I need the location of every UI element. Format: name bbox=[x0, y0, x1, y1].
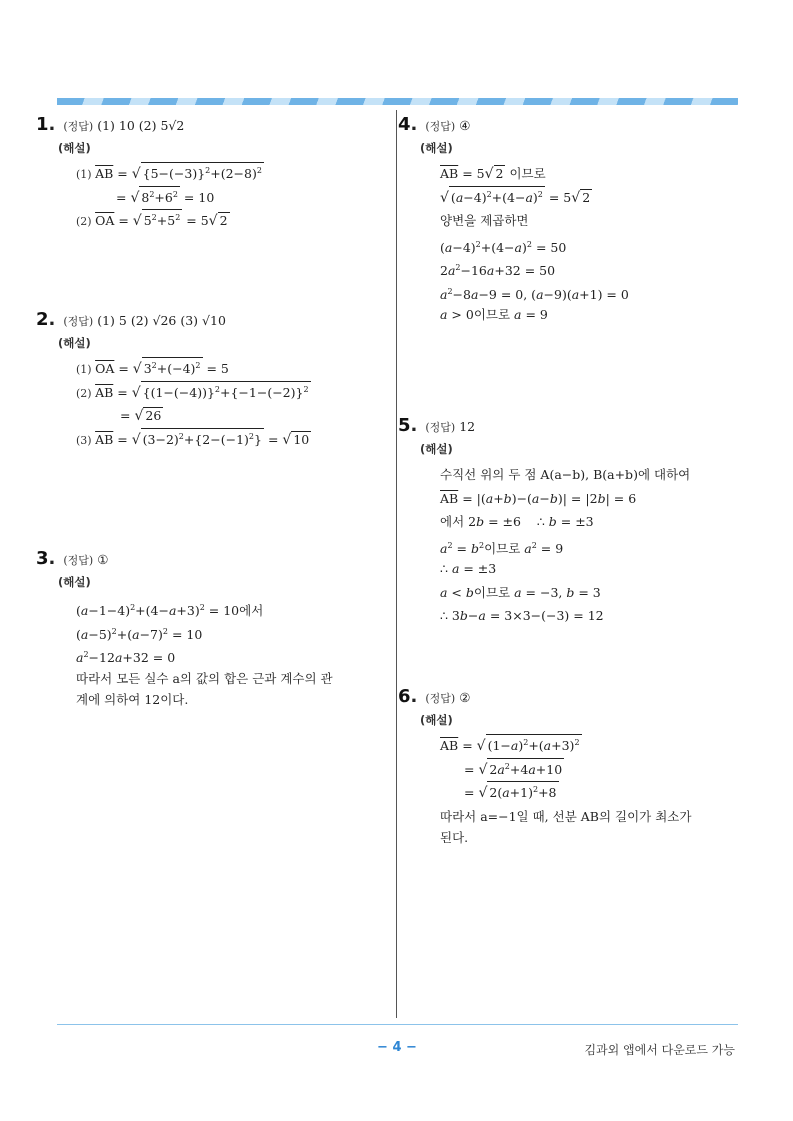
problem-number: 4 bbox=[398, 114, 411, 135]
answer-tag: (정답) bbox=[425, 692, 456, 705]
solution-text: 수직선 위의 두 점 A(a−b), B(a+b)에 대하여 bbox=[440, 467, 691, 482]
answer-tag: (정답) bbox=[63, 315, 94, 328]
problem-number: 5 bbox=[398, 415, 411, 436]
header-band bbox=[57, 98, 738, 105]
problem-number: 2 bbox=[36, 309, 49, 330]
answer: (1) 10 (2) 5√2 bbox=[97, 118, 185, 133]
solution-label: (해설) bbox=[420, 141, 453, 155]
page-number: − 4 − bbox=[377, 1040, 417, 1055]
problem-6: 6 . (정답) ② (해설) $\overline{AB}$ = √ $(1-a)^2+(a+3)^2$ = √ $2a^2+4a+10$ = √ $2(a+1)^2+8$ 따라서 a=−1일 때, 선분 AB의 길이가 최소가 된다. bbox=[398, 686, 738, 850]
solution-label: (해설) bbox=[420, 713, 453, 727]
column-divider bbox=[396, 110, 397, 1018]
solution-body: 수직선 위의 두 점 A(a−b), B(a+b)에 대하여 $\overline{AB} = |(a+b)-(a-b)| = |2b| = 6$ 에서 2b = ±6 ∴ b = ±3 $a^2 = b^2$이므로 $a^2 = 9$ ∴ a = ±3 a < b이므로 a = −3, b = 3 ∴ 3b−a = 3×3−(−3) = 12 bbox=[440, 463, 738, 628]
answer-tag: (정답) bbox=[425, 120, 456, 133]
answer: ② bbox=[459, 690, 471, 705]
solution-body: (1) $\overline{OA}$ = √ $3^2+(-4)^2 = 5$ (2) $\overline{AB}$ = √ $\{(1-(-4))\}^2+\{-1-(-2)\}^2$ = √ 26 (3) $\overline{AB}$ = √ $(3-2)^2+\{2-(-1)^2\}$ = √ 10 bbox=[76, 357, 386, 451]
solution-body: $\overline{AB} = 5√$ 2 이므로 √ $(a-4)^2+(4-a)^2 = 5√$ 2 양변을 제곱하면 $(a-4)^2+(4-a)^2 = 50$ $2a^2-16a+32 = 50$ $a^2-8a-9 = 0$, (a−9)(a+1) = 0 a > 0이므로 a = 9 bbox=[440, 162, 738, 327]
answer: 12 bbox=[459, 419, 476, 434]
problem-number: 1 bbox=[36, 114, 49, 135]
answer-tag: (정답) bbox=[425, 421, 456, 434]
solution-body: (1) $\overline{AB}$ = √ $\{5-(-3)\}^2+(2-8)^2$ = √ $8^2+6^2 = 10$ (2) $\overline{OA}$ = √ $5^2+5^2 = 5√$ 2 bbox=[76, 162, 386, 233]
solution-text: 따라서 a=−1일 때, 선분 AB의 길이가 최소가 bbox=[440, 808, 692, 824]
solution-body: $\overline{AB}$ = √ $(1-a)^2+(a+3)^2$ = √ $2a^2+4a+10$ = √ $2(a+1)^2+8$ 따라서 a=−1일 때, 선분 AB의 길이가 최소가 된다. bbox=[440, 734, 738, 850]
problem-2: 2 . (정답) (1) 5 (2) √26 (3) √10 (해설) (1) $\overline{OA}$ = √ $3^2+(-4)^2 = 5$ (2) $\overline{AB}$ = √ $\{(1-(-4))\}^2+\{-1-(-2)\}^2$ = √ 26 (3) $\overline{AB}$ = √ $(3-2)^2+\{2-(-1)^2\}$ = √ 10 bbox=[36, 309, 386, 451]
answer-tag: (정답) bbox=[63, 120, 94, 133]
problem-1: 1 . (정답) (1) 10 (2) 5√2 (해설) (1) $\overline{AB}$ = √ $\{5-(-3)\}^2+(2-8)^2$ = √ $8^2+6^2 = 10$ (2) $\overline{OA}$ = √ $5^2+5^2 = 5√$ 2 bbox=[36, 114, 386, 233]
solution-label: (해설) bbox=[58, 336, 91, 350]
solution-body: $(a-1-4)^2+(4-a+3)^2 = 10$에서 $(a-5)^2+(a-7)^2 = 10$ $a^2-12a+32 = 0$ 따라서 모든 실수 a의 값의 합은 근과 계수의 관 계에 의하여 12이다. bbox=[76, 596, 386, 712]
problem-4: 4 . (정답) ④ (해설) $\overline{AB} = 5√$ 2 이므로 √ $(a-4)^2+(4-a)^2 = 5√$ 2 양변을 제곱하면 $(a-4)^2+(4-a)^2 = 50$ $2a^2-16a+32 = 50$ $a^2-8a-9 = 0$, (a−9)(a+1) = 0 a > 0이므로 a = 9 bbox=[398, 114, 738, 327]
solution-text: 따라서 모든 실수 a의 값의 합은 근과 계수의 관 bbox=[76, 670, 333, 686]
solution-label: (해설) bbox=[58, 575, 91, 589]
problem-number: 6 bbox=[398, 686, 411, 707]
solution-label: (해설) bbox=[420, 442, 453, 456]
answer: ① bbox=[97, 552, 109, 567]
answer: (1) 5 (2) √26 (3) √10 bbox=[97, 313, 226, 328]
problem-5: 5 . (정답) 12 (해설) 수직선 위의 두 점 A(a−b), B(a+b)에 대하여 $\overline{AB} = |(a+b)-(a-b)| = |2b| = 6$ 에서 2b = ±6 ∴ b = ±3 $a^2 = b^2$이므로 $a^2 = 9$ ∴ a = ±3 a < b이므로 a = −3, b = 3 ∴ 3b−a = 3×3−(−3) = 12 bbox=[398, 415, 738, 628]
solution-text: 양변을 제곱하면 bbox=[440, 213, 529, 228]
footer-rule bbox=[57, 1024, 738, 1025]
problem-number: 3 bbox=[36, 548, 49, 569]
footer-note: 김과외 앱에서 다운로드 가능 bbox=[584, 1043, 735, 1057]
solution-label: (해설) bbox=[58, 141, 91, 155]
problem-3: 3 . (정답) ① (해설) $(a-1-4)^2+(4-a+3)^2 = 10$에서 $(a-5)^2+(a-7)^2 = 10$ $a^2-12a+32 = 0$ 따라서 모든 실수 a의 값의 합은 근과 계수의 관 계에 의하여 12이다. bbox=[36, 548, 386, 712]
solution-text: 계에 의하여 12이다. bbox=[76, 692, 189, 707]
answer-tag: (정답) bbox=[63, 554, 94, 567]
answer: ④ bbox=[459, 118, 471, 133]
solution-text: 된다. bbox=[440, 830, 469, 845]
